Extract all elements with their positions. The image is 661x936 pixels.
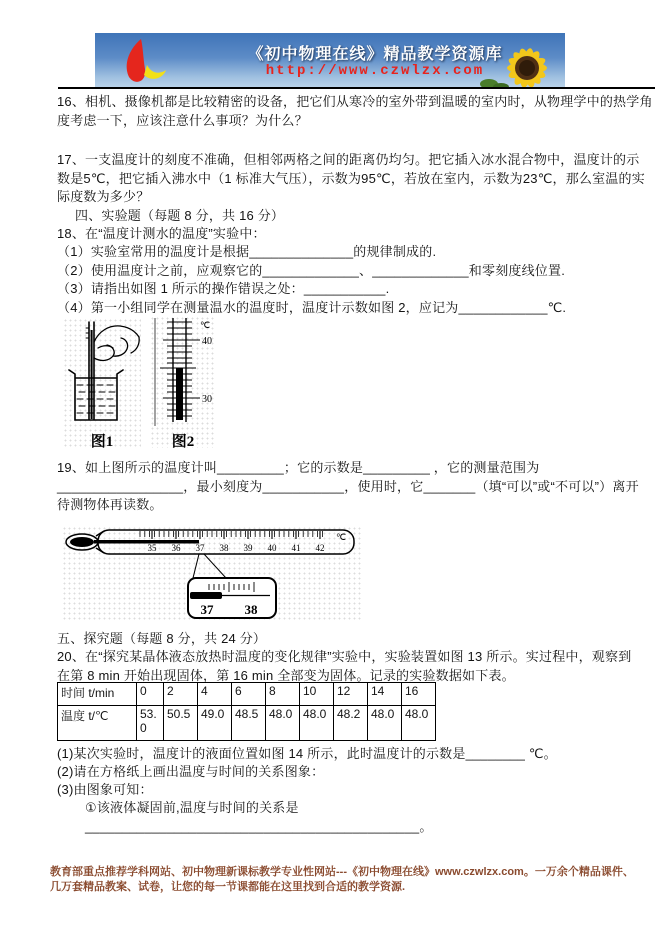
section-4-title: 四、实验题（每题 8 分，共 16 分） — [75, 208, 285, 223]
temp-cell: 48.0 — [402, 706, 436, 741]
question-20 — [57, 648, 632, 685]
question-19-line2: _________________，最小刻度为___________，使用时，它_______（填“可以”或“不可以”）离开 — [57, 478, 639, 494]
figure-1 — [63, 318, 141, 448]
row-header-time: 时间 t/min — [58, 683, 137, 706]
question-18-item2: （2）使用温度计之前，应观察它的_____________、_____________和零刻度线位置. — [57, 262, 566, 278]
footer-line2: 几万套精品教案、试卷，让您的每一节课都能在这里找到合适的教学资源. — [50, 881, 406, 893]
therm-tick-40: 40 — [267, 543, 277, 553]
question-20-item1: (1)某次实验时，温度计的液面位置如图 14 所示，此时温度计的示数是________ ℃。 — [57, 746, 557, 761]
question-19-line1: 19、如上图所示的温度计叫_________；它的示数是_________ ，它的测量范围为 — [57, 460, 540, 475]
question-20-item3-sub1: ①该液体凝固前,温度与时间的关系是_____________________________________________。 — [85, 800, 433, 834]
inset-label-37: 37 — [200, 602, 214, 617]
question-20-line2: 在第 8 min 开始出现固体，第 16 min 全部变为固体。记录的实验数据如下表。 — [57, 667, 515, 683]
question-19 — [57, 459, 639, 515]
temp-cell: 48.0 — [266, 706, 300, 741]
clinical-thermometer-image — [62, 526, 362, 622]
figure-2-lower-label: 30 — [202, 394, 212, 405]
figure-2 — [150, 316, 216, 448]
question-17-line3: 际度数为多少？ — [57, 189, 150, 204]
temp-cell: 53.0 — [137, 706, 164, 741]
therm-tick-39: 39 — [243, 543, 253, 553]
therm-tick-36: 36 — [171, 543, 181, 553]
clinical-thermometer-figure — [62, 526, 362, 622]
question-17 — [57, 151, 645, 207]
row-header-temp: 温度 t/℃ — [58, 706, 137, 741]
time-cell: 16 — [402, 683, 436, 706]
question-18-item4: （4）第一小组同学在测量温水的温度时，温度计示数如图 2，应记为____________℃. — [57, 299, 567, 315]
figure-2-unit: ℃ — [200, 320, 211, 330]
banner-title: 《初中物理在线》精品教学资源库 — [247, 46, 503, 63]
banner-url-link[interactable]: http://www.czwlzx.com — [265, 63, 485, 79]
header-divider — [58, 87, 655, 89]
temp-cell: 48.5 — [232, 706, 266, 741]
section-5-title: 五、探究题（每题 8 分，共 24 分） — [57, 631, 267, 646]
question-16-line2: 度考虑一下，应该注意什么事项？为什么？ — [57, 112, 308, 128]
experiment-data-table — [57, 682, 436, 741]
question-18-item1: （1）实验室常用的温度计是根据______________的规律制成的. — [57, 244, 437, 259]
question-17-line1: 17、一支温度计的刻度不准确，但相邻两格之间的距离仍均匀。把它插入冰水混合物中，温度计的示 — [57, 152, 640, 167]
time-cell: 8 — [266, 683, 300, 706]
time-cell: 0 — [137, 683, 164, 706]
temp-cell: 49.0 — [198, 706, 232, 741]
therm-tick-42: 42 — [315, 543, 325, 553]
question-20-line1: 20、在“探究某晶体液态放热时温度的变化规律”实验中，实验装置如图 13 所示。实过程中，观察到 — [57, 649, 632, 664]
time-cell: 14 — [368, 683, 402, 706]
figure-2-image — [150, 316, 216, 428]
figure-2-label: 图2 — [171, 434, 195, 450]
therm-tick-38: 38 — [219, 543, 229, 553]
time-cell: 12 — [334, 683, 368, 706]
time-cell: 6 — [232, 683, 266, 706]
question-16-line1: 16、相机、摄像机都是比较精密的设备，把它们从寒冷的室外带到温暖的室内时，从物理学中的热学角 — [57, 94, 653, 109]
question-16 — [57, 93, 653, 130]
figure-2-upper-label: 40 — [202, 336, 212, 347]
table-row-time — [58, 683, 436, 706]
temp-cell: 48.2 — [334, 706, 368, 741]
question-20-item3: (3)由图象可知： — [57, 782, 153, 797]
time-cell: 4 — [198, 683, 232, 706]
therm-tick-37: 37 — [195, 543, 205, 553]
time-cell: 10 — [300, 683, 334, 706]
temp-cell: 50.5 — [164, 706, 198, 741]
therm-tick-35: 35 — [147, 543, 157, 553]
question-17-line2: 数是5℃，把它插入沸水中（1 标准大气压），示数为95℃，若放在室内，示数为23℃，那么室温的实 — [57, 170, 645, 186]
question-20-item2: (2)请在方格纸上画出温度与时间的关系图象： — [57, 764, 325, 779]
question-18-item3: （3）请指出如图 1 所示的操作错误之处：___________. — [57, 281, 390, 296]
temp-cell: 48.0 — [300, 706, 334, 741]
page-footer — [50, 865, 635, 895]
figure-1-image — [63, 318, 141, 428]
therm-tick-41: 41 — [291, 543, 301, 553]
time-cell: 2 — [164, 683, 198, 706]
temp-cell: 48.0 — [368, 706, 402, 741]
question-18-intro: 18、在“温度计测水的温度”实验中： — [57, 226, 266, 241]
therm-unit: ℃ — [336, 532, 347, 542]
table-row-temp — [58, 706, 436, 741]
footer-line1: 教育部重点推荐学科网站、初中物理新课标教学专业性网站---《初中物理在线》www.czwlzx.com。一万余个精品课件、 — [50, 866, 634, 878]
site-logo-icon — [113, 37, 173, 87]
question-18-items — [57, 243, 617, 317]
sunflower-image — [479, 34, 563, 88]
site-banner — [95, 33, 565, 88]
inset-label-38: 38 — [244, 602, 258, 617]
figure-1-label: 图1 — [90, 434, 114, 450]
question-19-line3: 待测物体再读数。 — [57, 497, 163, 512]
